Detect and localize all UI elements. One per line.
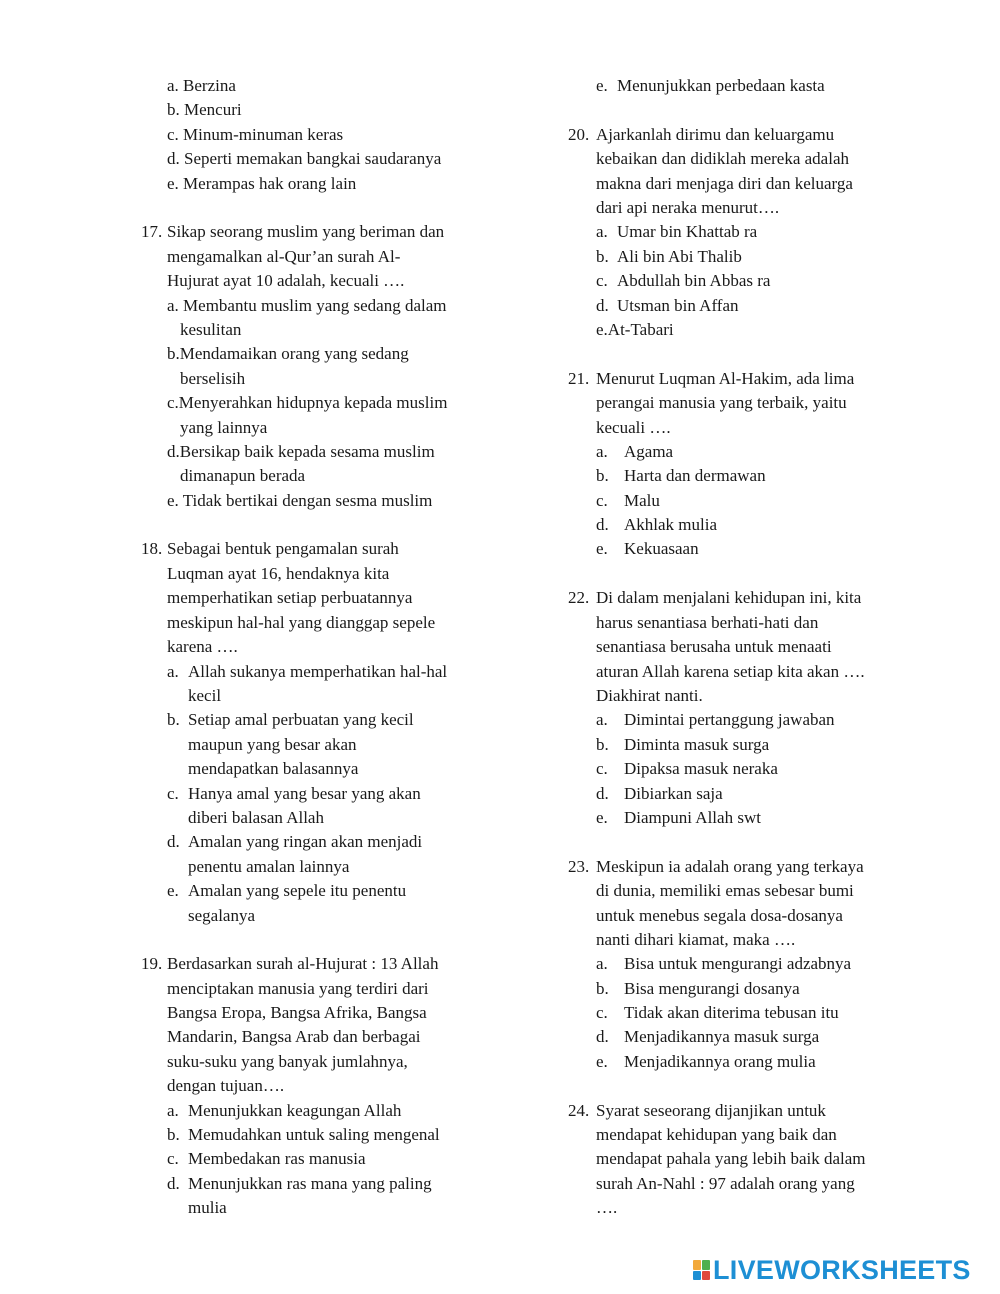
q18-option-b: Setiap amal perbuatan yang kecil [188, 710, 414, 729]
q21-option-a: Agama [624, 442, 674, 461]
q22-option-e-letter: e. [596, 808, 608, 827]
q21-option-d: Akhlak mulia [624, 515, 718, 534]
q23-option-d-letter: d. [596, 1027, 609, 1046]
q21-stem-line: perangai manusia yang terbaik, yaitu [596, 393, 847, 412]
q20-stem-line: makna dari menjaga diri dan keluarga [596, 174, 853, 193]
q19-number: 19. [141, 954, 163, 973]
q17-stem-line: mengamalkan al-Qur’an surah Al- [167, 247, 401, 266]
q23-option-a: Bisa untuk mengurangi adzabnya [624, 954, 852, 973]
q22-option-a: Dimintai pertanggung jawaban [624, 710, 835, 729]
liveworksheets-logo[interactable] [693, 1255, 971, 1285]
q20-stem-line: dari api neraka menurut…. [596, 198, 780, 217]
q23-option-d: Menjadikannya masuk surga [624, 1027, 820, 1046]
q21-option-b: Harta dan dermawan [624, 466, 766, 485]
q22-option-d: Dibiarkan saja [624, 784, 723, 803]
logo-grid-cell [702, 1260, 710, 1270]
q21-option-e-letter: e. [596, 539, 608, 558]
q21-option-b-letter: b. [596, 466, 609, 485]
q17-option-d: d.Bersikap baik kepada sesama muslim [167, 442, 435, 461]
q17-option-b: b.Mendamaikan orang yang sedang [167, 344, 409, 363]
q19-option-c: Membedakan ras manusia [188, 1149, 366, 1168]
q22-option-b: Diminta masuk surga [624, 735, 770, 754]
q22-option-a-letter: a. [596, 710, 608, 729]
q19-option-d-letter: d. [167, 1174, 180, 1193]
q21-option-d-letter: d. [596, 515, 609, 534]
q22-option-c-letter: c. [596, 759, 608, 778]
q22-option-e: Diampuni Allah swt [624, 808, 761, 827]
q22-option-b-letter: b. [596, 735, 609, 754]
q16-option-e: e. Merampas hak orang lain [167, 174, 357, 193]
q18-number: 18. [141, 539, 163, 558]
q24-stem-line: Syarat seseorang dijanjikan untuk [596, 1101, 826, 1120]
q19-stem-line: menciptakan manusia yang terdiri dari [167, 979, 429, 998]
q18-option-d: Amalan yang ringan akan menjadi [188, 832, 423, 851]
q19-option-e: Menunjukkan perbedaan kasta [617, 76, 825, 95]
q17-stem-line: Sikap seorang muslim yang beriman dan [167, 222, 445, 241]
q20-option-a: Umar bin Khattab ra [617, 222, 758, 241]
q22-option-d-letter: d. [596, 784, 609, 803]
logo-grid-cell [693, 1271, 701, 1281]
q24-stem-line: mendapat pahala yang lebih baik dalam [596, 1149, 866, 1168]
q17-number: 17. [141, 222, 163, 241]
q18-option-b-letter: b. [167, 710, 180, 729]
q22-number: 22. [568, 588, 590, 607]
q19-option-e-letter: e. [596, 76, 608, 95]
q23-option-b-letter: b. [596, 979, 609, 998]
q22-stem-line: harus senantiasa berhati-hati dan [596, 613, 819, 632]
q22-stem-line: Di dalam menjalani kehidupan ini, kita [596, 588, 862, 607]
liveworksheets-grid-icon [693, 1260, 710, 1280]
q16-option-d: d. Seperti memakan bangkai saudaranya [167, 149, 442, 168]
q17-option-a: a. Membantu muslim yang sedang dalam [167, 296, 447, 315]
q20-stem-line: kebaikan dan didiklah mereka adalah [596, 149, 849, 168]
q18-stem-line: Sebagai bentuk pengamalan surah [167, 539, 399, 558]
q21-stem-line: kecuali …. [596, 418, 671, 437]
q20-option-d: Utsman bin Affan [617, 296, 739, 315]
q20-stem-line: Ajarkanlah dirimu dan keluargamu [596, 125, 835, 144]
q18-stem-line: memperhatikan setiap perbuatannya [167, 588, 413, 607]
q23-number: 23. [568, 857, 590, 876]
q22-stem-line: aturan Allah karena setiap kita akan …. [596, 662, 865, 681]
q16-option-b: b. Mencuri [167, 100, 242, 119]
q24-stem-line: …. [596, 1198, 618, 1217]
q23-option-e: Menjadikannya orang mulia [624, 1052, 816, 1071]
q20-number: 20. [568, 125, 590, 144]
q18-option-e-cont: segalanya [188, 906, 256, 925]
q23-option-b: Bisa mengurangi dosanya [624, 979, 800, 998]
q19-stem-line: dengan tujuan…. [167, 1076, 285, 1095]
q18-stem-line: karena …. [167, 637, 238, 656]
q24-number: 24. [568, 1101, 590, 1120]
q19-option-a: Menunjukkan keagungan Allah [188, 1101, 402, 1120]
q18-option-e: Amalan yang sepele itu penentu [188, 881, 407, 900]
q23-stem-line: Meskipun ia adalah orang yang terkaya [596, 857, 864, 876]
q18-option-c-cont: diberi balasan Allah [188, 808, 324, 827]
q21-stem-line: Menurut Luqman Al-Hakim, ada lima [596, 369, 855, 388]
q20-option-b: Ali bin Abi Thalib [617, 247, 742, 266]
q16-option-c: c. Minum-minuman keras [167, 125, 344, 144]
q18-option-a-cont: kecil [188, 686, 222, 705]
q23-stem-line: di dunia, memiliki emas sebesar bumi [596, 881, 854, 900]
q21-option-e: Kekuasaan [624, 539, 699, 558]
q20-option-b-letter: b. [596, 247, 609, 266]
q22-stem-line: senantiasa berusaha untuk menaati [596, 637, 832, 656]
q19-option-d-cont: mulia [188, 1198, 227, 1217]
q23-option-e-letter: e. [596, 1052, 608, 1071]
q18-option-a-letter: a. [167, 662, 179, 681]
q19-option-d: Menunjukkan ras mana yang paling [188, 1174, 432, 1193]
q17-option-c: c.Menyerahkan hidupnya kepada muslim [167, 393, 448, 412]
q16-option-a: a. Berzina [167, 76, 236, 95]
q21-option-c-letter: c. [596, 491, 608, 510]
q21-number: 21. [568, 369, 590, 388]
q17-option-b-cont: berselisih [180, 369, 246, 388]
q23-stem-line: untuk menebus segala dosa-dosanya [596, 906, 843, 925]
q21-option-a-letter: a. [596, 442, 608, 461]
q23-stem-line: nanti dihari kiamat, maka …. [596, 930, 796, 949]
q20-option-c-letter: c. [596, 271, 608, 290]
q21-option-c: Malu [624, 491, 660, 510]
logo-grid-cell [702, 1271, 710, 1281]
q17-option-a-cont: kesulitan [180, 320, 242, 339]
q18-stem-line: Luqman ayat 16, hendaknya kita [167, 564, 390, 583]
q22-stem-line: Diakhirat nanti. [596, 686, 703, 705]
q23-option-a-letter: a. [596, 954, 608, 973]
q19-stem-line: suku-suku yang banyak jumlahnya, [167, 1052, 408, 1071]
q24-stem-line: surah An-Nahl : 97 adalah orang yang [596, 1174, 855, 1193]
q18-option-b-cont: mendapatkan balasannya [188, 759, 359, 778]
q18-stem-line: meskipun hal-hal yang dianggap sepele [167, 613, 436, 632]
q18-option-d-cont: penentu amalan lainnya [188, 857, 350, 876]
q20-option-e: e.At-Tabari [596, 320, 674, 339]
q22-option-c: Dipaksa masuk neraka [624, 759, 778, 778]
q19-option-c-letter: c. [167, 1149, 179, 1168]
q19-stem-line: Bangsa Eropa, Bangsa Afrika, Bangsa [167, 1003, 427, 1022]
q18-option-d-letter: d. [167, 832, 180, 851]
q18-option-b-cont: maupun yang besar akan [188, 735, 357, 754]
q20-option-a-letter: a. [596, 222, 608, 241]
q19-stem-line: Berdasarkan surah al-Hujurat : 13 Allah [167, 954, 439, 973]
q19-option-b: Memudahkan untuk saling mengenal [188, 1125, 440, 1144]
q19-stem-line: Mandarin, Bangsa Arab dan berbagai [167, 1027, 421, 1046]
q17-option-c-cont: yang lainnya [180, 418, 268, 437]
q18-option-c: Hanya amal yang besar yang akan [188, 784, 421, 803]
q20-option-c: Abdullah bin Abbas ra [617, 271, 771, 290]
q17-option-d-cont: dimanapun berada [180, 466, 306, 485]
q23-option-c-letter: c. [596, 1003, 608, 1022]
q19-option-b-letter: b. [167, 1125, 180, 1144]
q23-option-c: Tidak akan diterima tebusan itu [624, 1003, 839, 1022]
logo-text: LIVEWORKSHEETS [713, 1254, 971, 1285]
q20-option-d-letter: d. [596, 296, 609, 315]
q17-option-e: e. Tidak bertikai dengan sesma muslim [167, 491, 433, 510]
q24-stem-line: mendapat kehidupan yang baik dan [596, 1125, 837, 1144]
q18-option-a: Allah sukanya memperhatikan hal-hal [188, 662, 448, 681]
q18-option-c-letter: c. [167, 784, 179, 803]
q17-stem-line: Hujurat ayat 10 adalah, kecuali …. [167, 271, 405, 290]
q19-option-a-letter: a. [167, 1101, 179, 1120]
logo-grid-cell [693, 1260, 701, 1270]
q18-option-e-letter: e. [167, 881, 179, 900]
